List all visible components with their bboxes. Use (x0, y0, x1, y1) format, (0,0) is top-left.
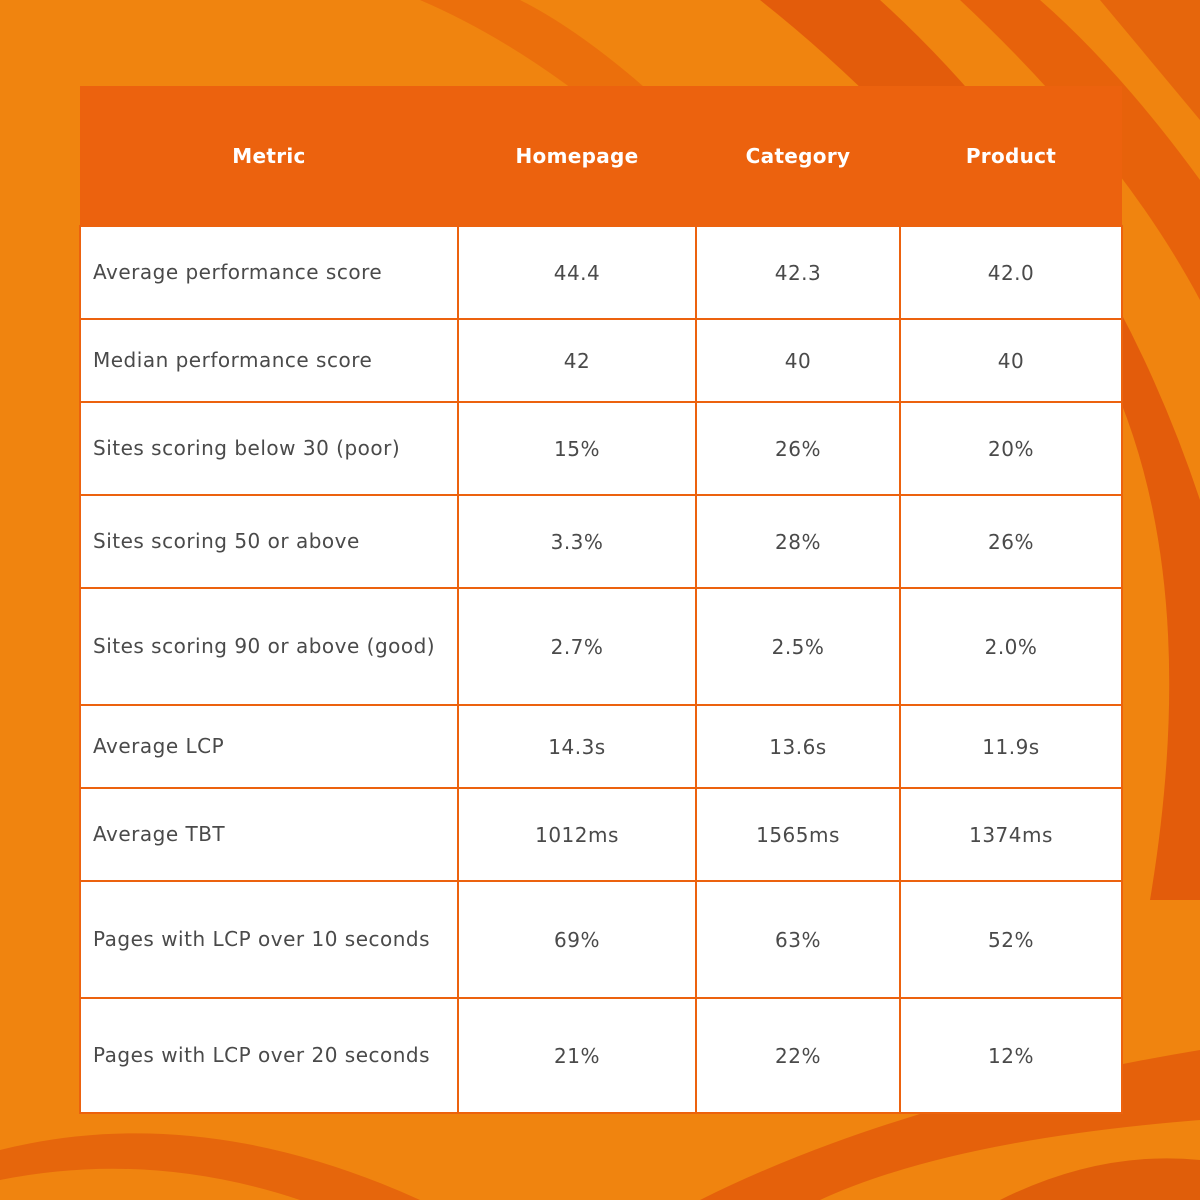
header-row (80, 86, 1122, 226)
cell-product: 2.0% (900, 588, 1122, 705)
cell-metric: Average TBT (80, 788, 458, 881)
table-row (80, 705, 1122, 788)
cell-category: 40 (696, 319, 900, 402)
cell-homepage: 21% (458, 998, 696, 1113)
table-row (80, 402, 1122, 495)
cell-metric: Average LCP (80, 705, 458, 788)
cell-product: 26% (900, 495, 1122, 588)
cell-metric: Sites scoring below 30 (poor) (80, 402, 458, 495)
header-product: Product (900, 86, 1122, 226)
cell-category: 1565ms (696, 788, 900, 881)
cell-homepage: 14.3s (458, 705, 696, 788)
cell-category: 2.5% (696, 588, 900, 705)
cell-homepage: 44.4 (458, 226, 696, 319)
cell-product: 52% (900, 881, 1122, 998)
cell-homepage: 2.7% (458, 588, 696, 705)
cell-product: 1374ms (900, 788, 1122, 881)
table-row (80, 588, 1122, 705)
cell-category: 28% (696, 495, 900, 588)
header-homepage: Homepage (458, 86, 696, 226)
table-row (80, 319, 1122, 402)
cell-product: 40 (900, 319, 1122, 402)
cell-product: 11.9s (900, 705, 1122, 788)
cell-homepage: 1012ms (458, 788, 696, 881)
cell-metric: Average performance score (80, 226, 458, 319)
header-category: Category (696, 86, 900, 226)
cell-product: 42.0 (900, 226, 1122, 319)
cell-metric: Pages with LCP over 10 seconds (80, 881, 458, 998)
cell-metric: Pages with LCP over 20 seconds (80, 998, 458, 1113)
cell-category: 26% (696, 402, 900, 495)
cell-category: 63% (696, 881, 900, 998)
cell-metric: Median performance score (80, 319, 458, 402)
cell-product: 20% (900, 402, 1122, 495)
table-row (80, 226, 1122, 319)
cell-homepage: 42 (458, 319, 696, 402)
metrics-table (79, 86, 1123, 1114)
header-metric: Metric (80, 86, 458, 226)
cell-category: 42.3 (696, 226, 900, 319)
table-row (80, 881, 1122, 998)
cell-product: 12% (900, 998, 1122, 1113)
table-row (80, 998, 1122, 1113)
table-row (80, 788, 1122, 881)
cell-category: 13.6s (696, 705, 900, 788)
cell-metric: Sites scoring 90 or above (good) (80, 588, 458, 705)
cell-homepage: 3.3% (458, 495, 696, 588)
table-row (80, 495, 1122, 588)
cell-homepage: 15% (458, 402, 696, 495)
cell-category: 22% (696, 998, 900, 1113)
cell-homepage: 69% (458, 881, 696, 998)
cell-metric: Sites scoring 50 or above (80, 495, 458, 588)
